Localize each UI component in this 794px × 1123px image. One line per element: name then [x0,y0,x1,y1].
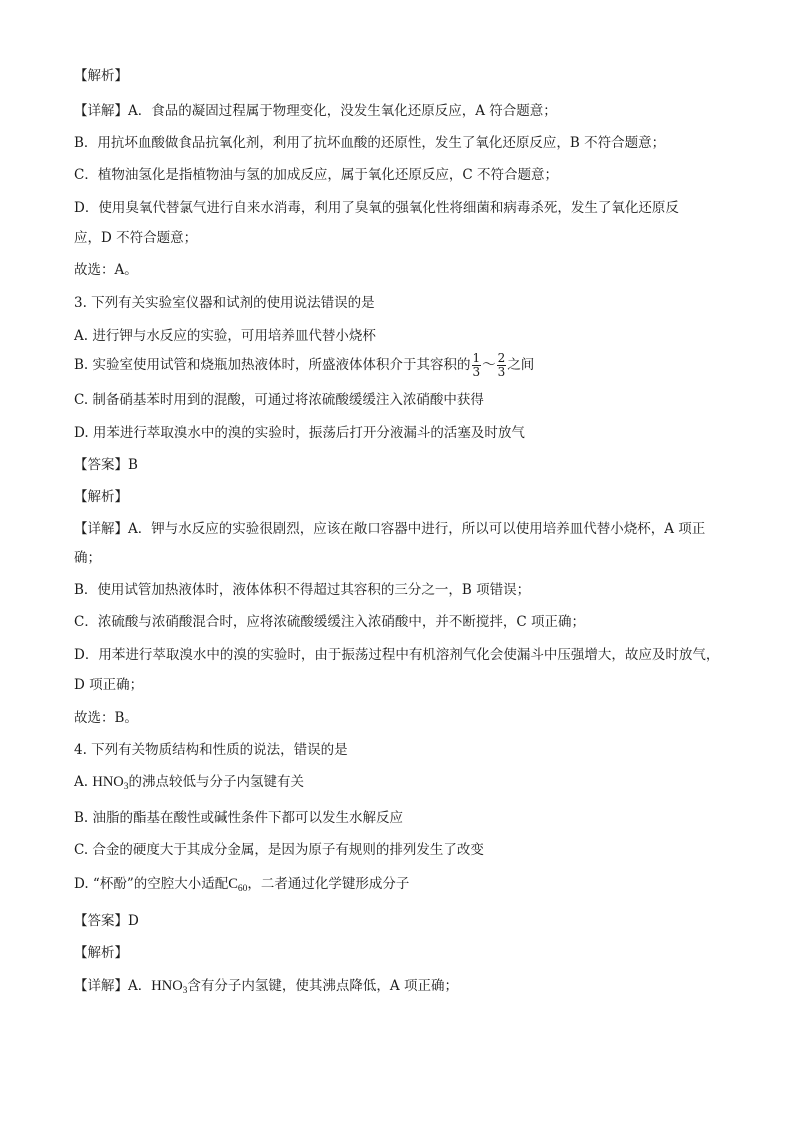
fraction-numerator: 1 [472,351,481,365]
option-d-text: D. “杯酚”的空腔大小适配 [74,876,229,892]
formula-subscript: 3 [182,986,188,996]
option-a [74,772,304,792]
formula-hno3 [92,774,128,790]
analysis-heading: 【解析】 [74,945,128,961]
detail-line: C．浓硫酸与浓硝酸混合时，应将浓硫酸缓缓注入浓硝酸中，并不断搅拌，C 项正确； [74,614,585,630]
conclusion-line: 故选：A。 [74,262,138,278]
option-c: C. 合金的硬度大于其成分金属，是因为原子有规则的排列发生了改变 [74,842,484,858]
detail-line: 确； [74,550,101,566]
detail-line: 【详解】A．食品的凝固过程属于物理变化，没发生氧化还原反应，A 符合题意； [74,103,557,119]
question-3: 3. 下列有关实验室仪器和试剂的使用说法错误的是 [74,295,375,311]
fraction-numerator: 2 [497,351,506,365]
option-d: D. 用苯进行萃取溴水中的溴的实验时，振荡后打开分液漏斗的活塞及时放气 [74,425,525,441]
option-d-suffix: ，二者通过化学键形成分子 [247,876,410,892]
detail-text: 含有分子内氢键，使其沸点降低，A 项正确； [187,978,458,994]
question-4: 4. 下列有关物质结构和性质的说法，错误的是 [74,742,348,758]
detail-line: B．用抗坏血酸做食品抗氧化剂，利用了抗坏血酸的还原性，发生了氧化还原反应，B 不符合题意； [74,135,666,151]
detail-line: D．使用臭氧代替氯气进行自来水消毒，利用了臭氧的强氧化性将细菌和病毒杀死，发生了氧化还原反 [74,200,679,216]
detail-line: D 项正确； [74,677,144,693]
formula-c60 [228,876,247,892]
detail-line: 应，D 不符合题意； [74,230,198,246]
option-b: B. 油脂的酯基在酸性或碱性条件下都可以发生水解反应 [74,810,404,826]
option-b-suffix: 之间 [507,357,535,373]
option-a: A. 进行钾与水反应的实验，可用培养皿代替小烧杯 [74,328,376,344]
formula-subscript: 3 [123,782,129,792]
detail-prefix: 【详解】A． [74,978,152,994]
fraction-one-third [472,352,482,379]
formula-subscript: 60 [237,884,248,894]
detail-line: D．用苯进行萃取溴水中的溴的实验时，由于振荡过程中有机溶剂气化会使漏斗中压强增大，故应及时放气， [74,647,720,663]
answer-line: 【答案】B [74,457,138,473]
conclusion-line: 故选：B。 [74,710,138,726]
option-b-text: B. 实验室使用试管和烧瓶加热液体时，所盛液体体积介于其容积的 [74,357,471,373]
formula-text: C [228,876,238,892]
detail-line: B．使用试管加热液体时，液体体积不得超过其容积的三分之一，B 项错误； [74,582,531,598]
option-a-label: A. [74,774,93,790]
formula-text: HNO [92,774,124,790]
option-a-text: 的沸点较低与分子内氢键有关 [128,774,305,790]
formula-text: HNO [151,978,183,994]
fraction-two-thirds [497,352,507,379]
analysis-heading: 【解析】 [74,68,128,84]
option-c: C. 制备硝基苯时用到的混酸，可通过将浓硫酸缓缓注入浓硝酸中获得 [74,392,484,408]
fraction-denominator: 3 [472,365,481,379]
range-tilde: ～ [482,357,496,373]
analysis-heading: 【解析】 [74,489,128,505]
option-d [74,874,409,894]
detail-line: 【详解】A．钾与水反应的实验很剧烈，应该在敞口容器中进行，所以可以使用培养皿代替小烧杯，A 项正 [74,521,706,537]
detail-line [74,976,458,996]
detail-line: C．植物油氢化是指植物油与氢的加成反应，属于氧化还原反应，C 不符合题意； [74,167,558,183]
answer-line: 【答案】D [74,913,139,929]
option-b [74,352,534,379]
fraction-denominator: 3 [497,365,506,379]
formula-hno3 [151,978,187,994]
